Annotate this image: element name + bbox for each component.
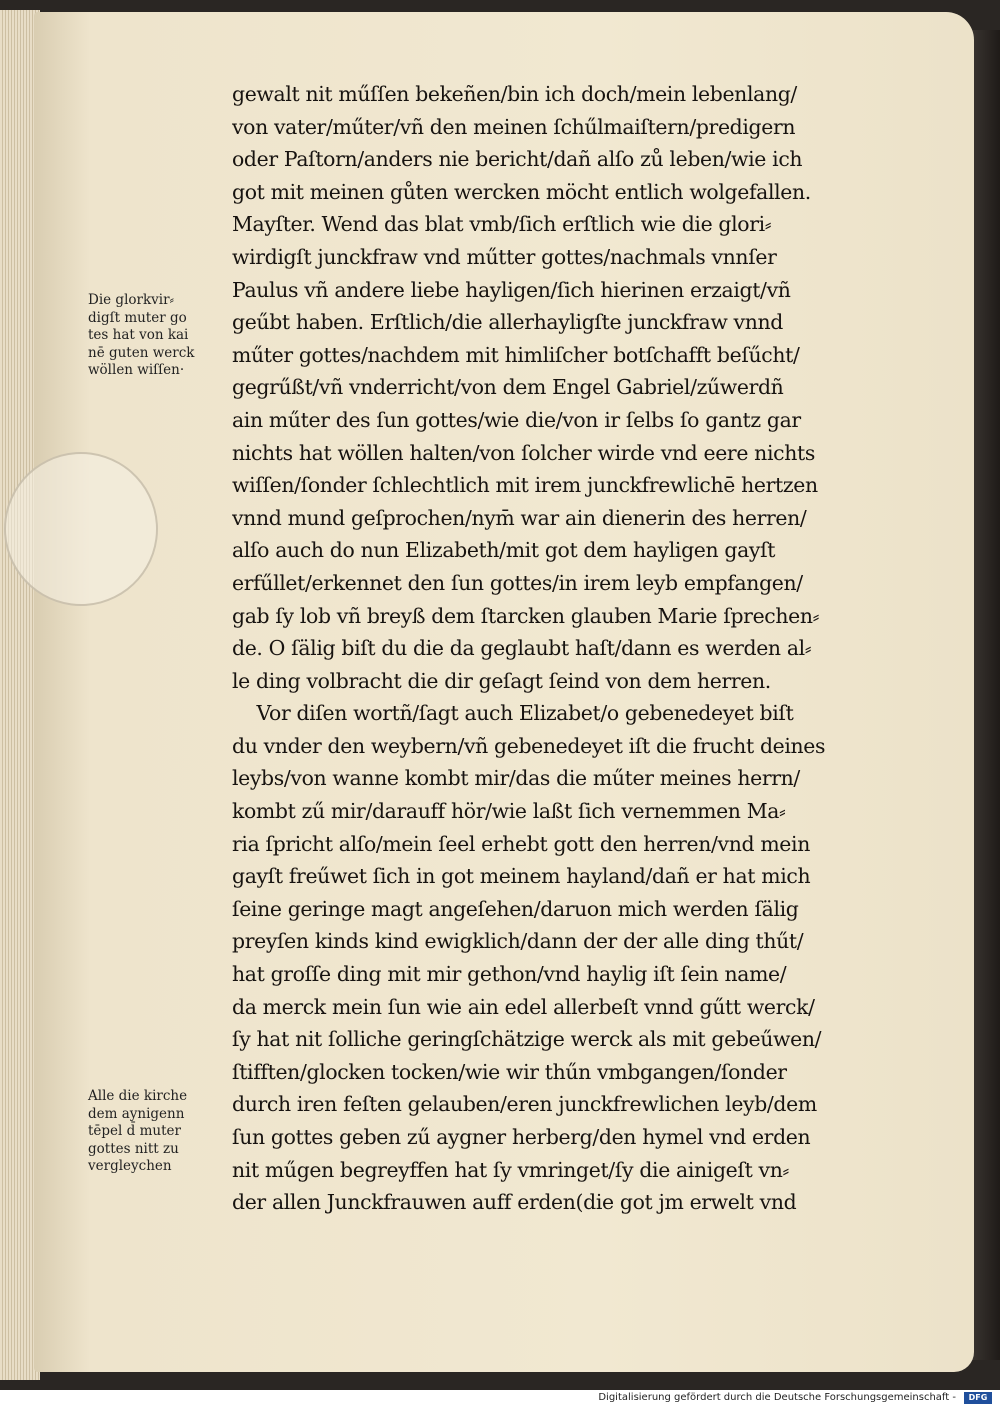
text-line: durch iren feſten gelauben/eren junckfrewlichen leyb/dem (232, 1092, 817, 1117)
text-line: kombt zű mir/darauff hör/wie laßt ſich vernemmen Ma⸗ (232, 799, 786, 824)
text-line: ain műter des ſun gottes/wie die/von ir ſelbs ſo gantz gar (232, 407, 801, 432)
text-line: gayſt freűwet ſich in got meinem hayland/dañ er hat mich (232, 864, 811, 889)
text-line: ſun gottes geben zű aygner herberg/den hymel vnd erden (232, 1125, 811, 1149)
text-line: wirdigſt junckfraw vnd műtter gottes/nachmals vnnſer (232, 244, 777, 269)
footer-credit: Digitalisierung gefördert durch die Deutsche Forschungsgemeinschaft - (598, 1392, 956, 1403)
text-line: oder Paſtorn/anders nie bericht/dañ alſo zů leben/wie ich (232, 147, 803, 172)
text-line: de. O ſälig biſt du die da geglaubt haſt/dann es werden al⸗ (232, 636, 812, 661)
text-line: nit műgen begreyffen hat ſy vmringet/ſy die ainigeſt vn⸗ (232, 1157, 789, 1182)
text-line: der allen Junckfrauwen auff erden(die got jm erwelt vnd (232, 1190, 797, 1215)
text-line: gab ſy lob vñ breyß dem ſtarcken glauben Marie ſprechen⸗ (232, 603, 820, 628)
text-line: geűbt haben. Erſtlich/die allerhayligſte junckfraw vnnd (232, 310, 783, 335)
text-line: wiſſen/ſonder ſchlechtlich mit irem junckfrewlichē hertzen (232, 473, 818, 498)
text-line: Mayſter. Wend das blat vmb/ſich erſtlich wie die glori⸗ (232, 212, 772, 237)
text-line: hat groſſe ding mit mir gethon/vnd haylig iſt ſein name/ (232, 962, 787, 987)
text-line: Vor diſen wortñ/ſagt auch Elizabet/o gebenedeyet biſt (232, 701, 794, 726)
margin-note-2: Alle die kirche dem aynigenn tēpel d̄ muter gottes nitt zu vergleychen (88, 1088, 188, 1174)
text-line: ſtifften/glocken tocken/wie wir thűn vmbgangen/ſonder (232, 1059, 787, 1084)
text-line: got mit meinen gůten wercken möcht entlich wolgefallen. (232, 179, 811, 204)
text-line: vnnd mund geſprochen/nym̄ war ain dienerin des herren/ (232, 505, 807, 530)
text-line: du vnder den weybern/vñ gebenedeyet iſt die frucht deines (232, 733, 826, 758)
margin-note-1: Die glorkvir⸗ digſt muter go tes hat von kai nē guten werck wöllen wiſſen· (88, 292, 195, 378)
text-line: da merck mein ſun wie ain edel allerbeſt vnnd gűtt werck/ (232, 994, 815, 1019)
text-line: erfűllet/erkennet den ſun gottes/in irem leyb empfangen/ (232, 570, 803, 595)
text-line: gewalt nit műſſen bekeñen/bin ich doch/mein lebenlang/ (232, 82, 797, 106)
text-line: von vater/műter/vñ den meinen ſchűlmaiſtern/predigern (232, 114, 796, 139)
text-line: ſy hat nit ſolliche geringſchätzige werck als mit gebeűwen/ (232, 1027, 822, 1052)
text-line: ria ſpricht alſo/mein ſeel erhebt gott den herren/vnd mein (232, 831, 810, 856)
text-line: preyſen kinds kind ewigklich/dann der der alle ding thűt/ (232, 929, 804, 954)
text-line: leybs/von wanne kombt mir/das die műter meines herrn/ (232, 766, 800, 791)
text-line: nichts hat wöllen halten/von ſolcher wirde vnd eere nichts (232, 440, 815, 465)
text-line: alſo auch do nun Elizabeth/mit got dem hayligen gayſt (232, 538, 776, 563)
book-cover-edge (970, 30, 1000, 1360)
text-line: gegrűßt/vñ vnderricht/von dem Engel Gabriel/zűwerdñ (232, 375, 784, 400)
text-line: Paulus vñ andere liebe hayligen/ſich hierinen erzaigt/vñ (232, 277, 791, 302)
dfg-logo-icon: DFG (964, 1392, 992, 1404)
main-text-block (232, 78, 944, 1219)
text-line: műter gottes/nachdem mit himliſcher botſchafft beſűcht/ (232, 342, 800, 367)
text-line: le ding volbracht die dir geſagt ſeind von dem herren. (232, 668, 771, 693)
text-line: ſeine geringe magt angeſehen/daruon mich werden ſälig (232, 896, 799, 921)
